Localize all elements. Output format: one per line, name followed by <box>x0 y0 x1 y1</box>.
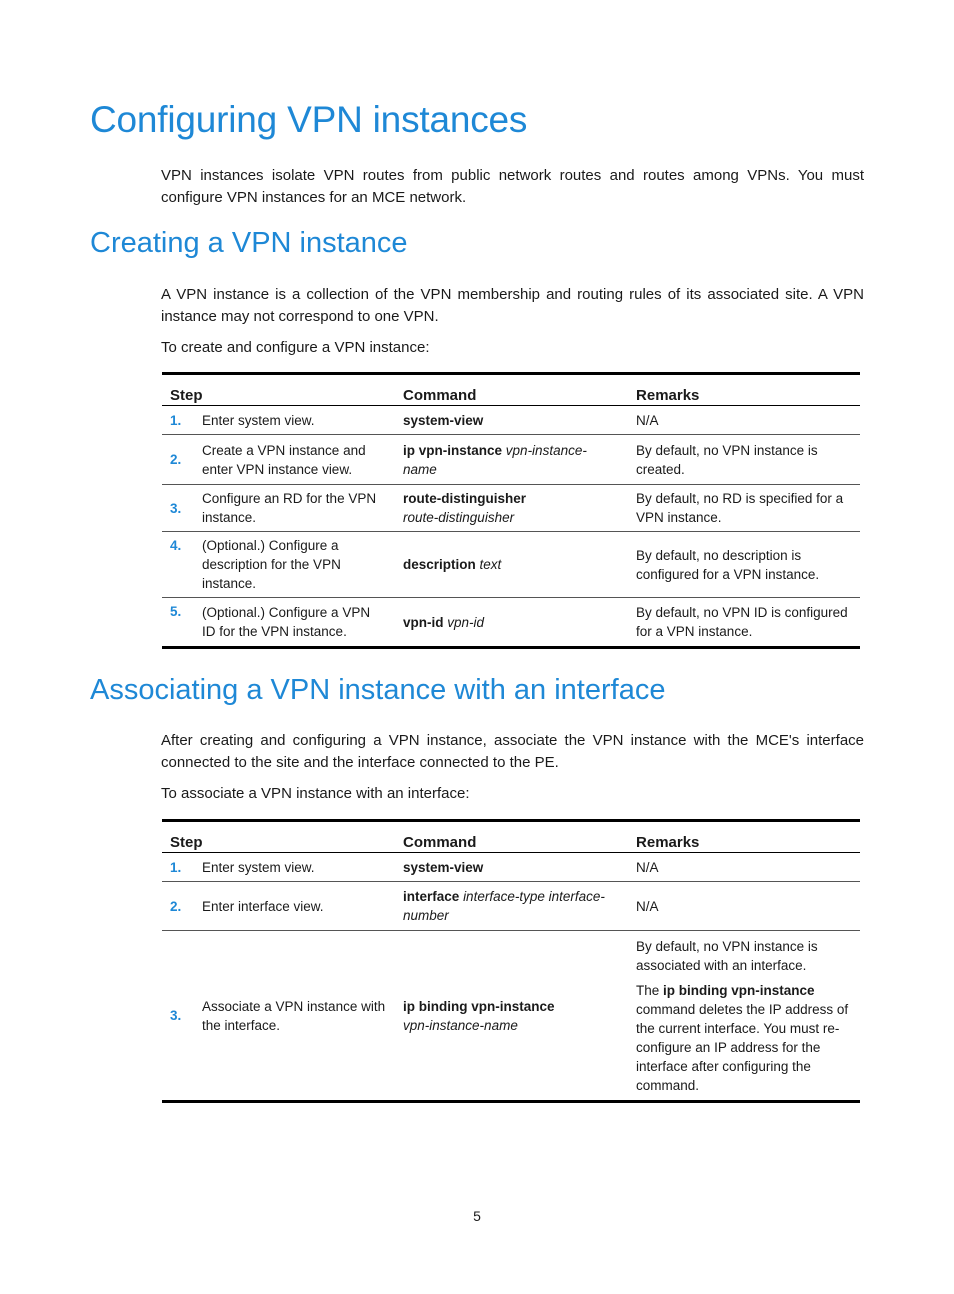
create-vpn-instance-table <box>162 372 860 649</box>
step-description: Enter system view. <box>194 853 395 882</box>
step-number: 3. <box>162 931 194 1102</box>
step-number: 2. <box>162 435 194 485</box>
command-argument: interface-type interface-number <box>403 889 605 923</box>
table-row <box>162 931 860 1102</box>
table-row <box>162 853 860 882</box>
step-number: 2. <box>162 882 194 931</box>
command-cell <box>395 532 628 598</box>
remarks-cell: By default, no VPN ID is configured for a VPN instance. <box>628 598 860 648</box>
remarks-default: By default, no VPN instance is associated with an interface. <box>636 938 818 973</box>
section-heading-create-vpn-instance: Creating a VPN instance <box>90 227 408 259</box>
command-keyword: ip binding vpn-instance <box>403 998 555 1014</box>
remarks-note-prefix: The <box>636 982 664 998</box>
command-cell <box>395 485 628 532</box>
remarks-cell: N/A <box>628 882 860 931</box>
remarks-cell: N/A <box>628 853 860 882</box>
section2-paragraph: After creating and configuring a VPN instance, associate the VPN instance with the MCE's interface connected to the site and the interface connected to the PE. <box>161 732 864 771</box>
page-number: 5 <box>473 1208 481 1224</box>
command-cell <box>395 931 628 1102</box>
remarks-note-command: ip binding vpn-instance <box>663 982 815 998</box>
step-description: Create a VPN instance and enter VPN instance view. <box>194 435 395 485</box>
command-keyword: vpn-id <box>403 614 444 630</box>
step-description: Configure an RD for the VPN instance. <box>194 485 395 532</box>
command-argument: text <box>479 557 502 572</box>
remarks-note-suffix: command deletes the IP address of the current interface. You must re-configure an IP address for the interface after configuring the command. <box>636 1001 849 1093</box>
section1-paragraph: A VPN instance is a collection of the VPN membership and routing rules of its associated site. A VPN instance may not correspond to one VPN. <box>161 286 864 325</box>
command-keyword: route-distinguisher <box>403 491 527 506</box>
command-cell <box>395 882 628 931</box>
command-keyword: system-view <box>403 859 484 875</box>
section1-lead-in: To create and configure a VPN instance: <box>161 339 430 356</box>
step-description: Enter interface view. <box>194 882 395 931</box>
header-remarks: Remarks <box>628 821 860 853</box>
table-row <box>162 882 860 931</box>
section2-lead-in: To associate a VPN instance with an interface: <box>161 785 470 802</box>
command-cell <box>395 853 628 882</box>
remarks-cell: By default, no RD is specified for a VPN instance. <box>628 485 860 532</box>
header-remarks: Remarks <box>628 374 860 406</box>
associate-vpn-instance-table <box>162 819 860 1103</box>
step-description: Associate a VPN instance with the interface. <box>194 931 395 1102</box>
table-header-row <box>162 821 860 853</box>
step-description: (Optional.) Configure a VPN ID for the VPN instance. <box>194 598 395 648</box>
intro-paragraph: VPN instances isolate VPN routes from public network routes and routes among VPNs. You must configure VPN instances for an MCE network. <box>161 167 864 206</box>
table-header-row <box>162 374 860 406</box>
command-keyword: system-view <box>403 412 484 428</box>
remarks-cell: By default, no description is configured for a VPN instance. <box>628 532 860 598</box>
step-number: 3. <box>162 485 194 532</box>
command-argument: route-distinguisher <box>403 510 515 525</box>
header-command: Command <box>395 374 628 406</box>
table-row <box>162 532 860 598</box>
step-number: 1. <box>162 853 194 882</box>
table-row <box>162 435 860 485</box>
command-cell <box>395 435 628 485</box>
step-number: 4. <box>162 532 194 598</box>
command-argument: vpn-instance-name <box>403 1017 518 1033</box>
table-row <box>162 485 860 532</box>
header-command: Command <box>395 821 628 853</box>
header-step: Step <box>162 374 395 406</box>
remarks-cell: N/A <box>628 406 860 435</box>
command-keyword: ip vpn-instance <box>403 442 503 458</box>
remarks-cell <box>628 931 860 1102</box>
step-description: Enter system view. <box>194 406 395 435</box>
step-description: (Optional.) Configure a description for the VPN instance. <box>194 532 395 598</box>
command-argument: vpn-instance-name <box>403 442 587 477</box>
command-cell <box>395 406 628 435</box>
remarks-note <box>636 981 852 1095</box>
page-title: Configuring VPN instances <box>90 99 528 140</box>
section-heading-associate-vpn-instance: Associating a VPN instance with an interface <box>90 674 666 706</box>
command-keyword: description <box>403 557 476 572</box>
table-row <box>162 406 860 435</box>
header-step: Step <box>162 821 395 853</box>
step-number: 1. <box>162 406 194 435</box>
command-keyword: interface <box>403 889 460 904</box>
remarks-cell: By default, no VPN instance is created. <box>628 435 860 485</box>
step-number: 5. <box>162 598 194 648</box>
table-row <box>162 598 860 648</box>
command-cell <box>395 598 628 648</box>
command-argument: vpn-id <box>447 614 485 630</box>
